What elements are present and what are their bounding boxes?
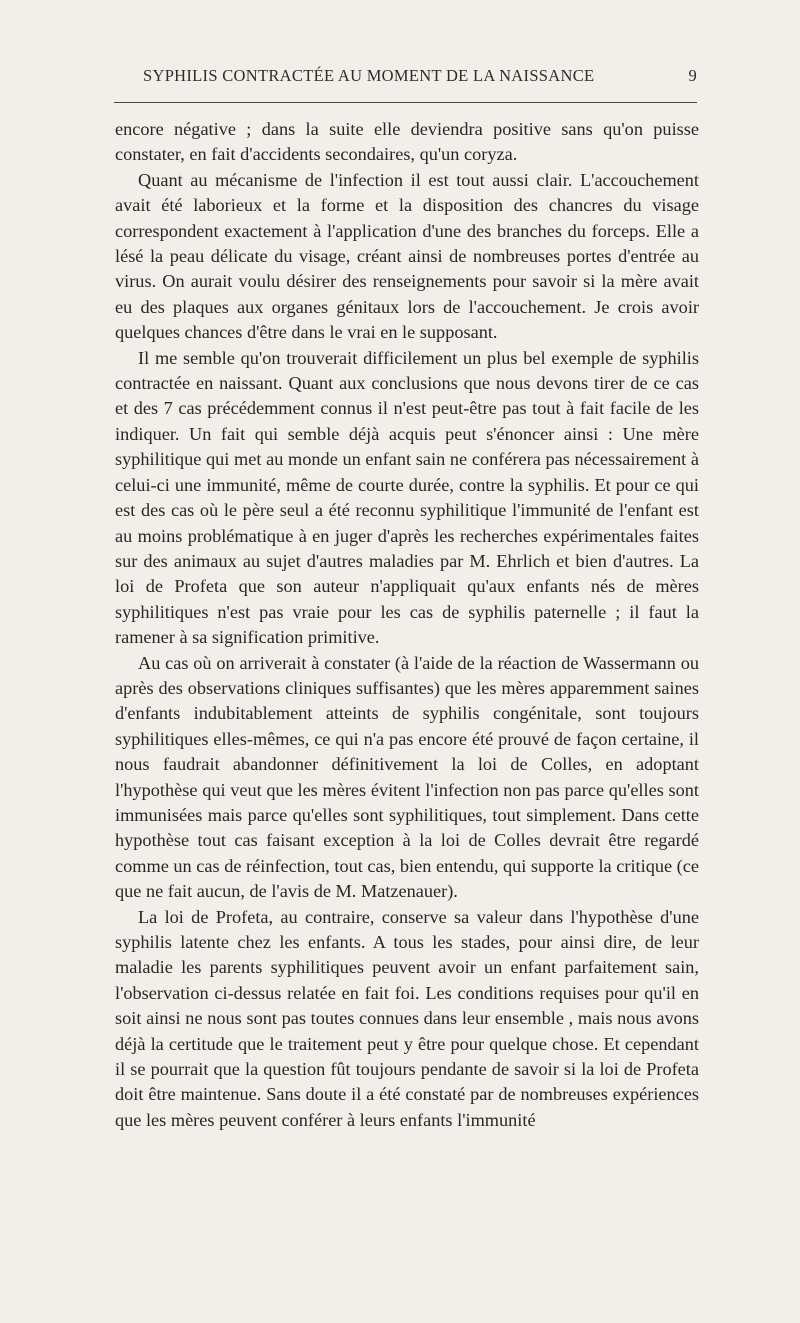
paragraph-colles-law: Au cas où on arriverait à constater (à l'aide de la réaction de Wassermann ou après des observations cliniques suffisantes) que les mères apparemment saines d'enfants indubitablement atteints de syphilis congénitale, sont toujours syphilitiques elles-mêmes, ce qui n'a pas encore été prouvé de façon certaine, il nous faudrait abandonner définitivement la loi de Colles, en adoptant l'hypothèse qui veut que les mères évitent l'infection non pas parce qu'elles sont immunisées mais parce qu'elles sont syphilitiques, tout simplement. Dans cette hypothèse tout cas faisant exception à la loi de Colles devrait être regardé comme un cas de réinfection, tout cas, bien entendu, qui supporte la critique (ce que ne fait aucun, de l'avis de M. Matzenauer). [115, 652, 699, 902]
paragraph-continued: encore négative ; dans la suite elle deviendra positive sans qu'on puisse constater, en fait d'accidents secondaires, qu'un coryza. [115, 119, 699, 165]
page-number: 9 [688, 66, 697, 85]
paragraph-infection-mechanism: Quant au mécanisme de l'infection il est tout aussi clair. L'accouchement avait été laborieux et la forme et la disposition des chancres du visage correspondent exactement à l'application d'une des branches du forceps. Elle a lésé la peau délicate du visage, créant ainsi de nombreuses portes d'entrée au virus. On aurait voulu désirer des renseignements pour savoir si la mère avait eu des plaques aux organes génitaux lors de l'accouchement. Je crois avoir quelques chances d'être dans le vrai en le supposant. [115, 169, 699, 343]
paragraph-example-conclusions: Il me semble qu'on trouverait difficilement un plus bel exemple de syphilis contractée en naissant. Quant aux conclusions que nous devons tirer de ce cas et des 7 cas précédemment connus il n'est peut-être pas tout à fait facile de les indiquer. Un fait qui semble déjà acquis peut s'énoncer ainsi : Une mère syphilitique qui met au monde un enfant sain ne conférera pas nécessairement à celui-ci une immunité, même de courte durée, contre la syphilis. Et pour ce qui est des cas où le père seul a été reconnu syphilitique l'immunité de l'enfant est au moins problématique à en juger d'après les recherches expérimentales faites sur des animaux au sujet d'autres maladies par M. Ehrlich et bien d'autres. La loi de Profeta que son auteur n'appliquait qu'aux enfants nés de mères syphilitiques n'est pas vraie pour les cas de syphilis paternelle ; il faut la ramener à sa signification primitive. [115, 347, 699, 648]
paragraph-profeta-law: La loi de Profeta, au contraire, conserve sa valeur dans l'hypothèse d'une syphilis latente chez les enfants. A tous les stades, pour ainsi dire, de leur maladie les parents syphilitiques peuvent avoir un enfant parfaitement sain, l'observation ci-dessus relatée en fait foi. Les conditions requises pour qu'il en soit ainsi ne nous sont pas toutes connues dans leur ensemble , mais nous avons déjà la certitude que le traitement peut y être pour quelque chose. Et cependant il se pourrait que la question fût toujours pendante de savoir si la loi de Profeta doit être maintenue. Sans doute il a été constaté par de nombreuses expériences que les mères peuvent conférer à leurs enfants l'immunité [115, 906, 699, 1130]
header-rule [114, 102, 697, 103]
running-title: SYPHILIS CONTRACTÉE AU MOMENT DE LA NAISSANCE [143, 66, 595, 85]
body-text [115, 117, 699, 1133]
running-header [115, 66, 697, 90]
